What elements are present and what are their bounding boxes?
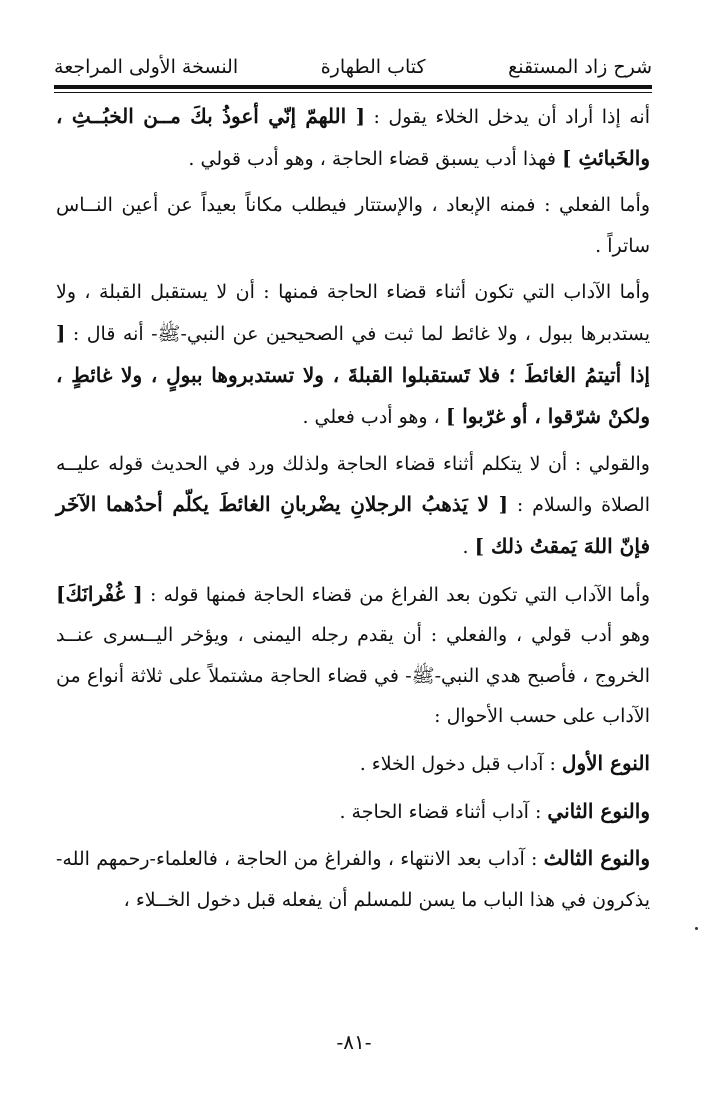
- type-heading: والنوع الثاني: [547, 798, 650, 823]
- paragraph-text: ، وهو أدب فعلي .: [302, 406, 440, 429]
- header-chapter-title: كتاب الطهارة: [320, 56, 426, 78]
- paragraph-3: [56, 272, 650, 437]
- type-heading: النوع الأول: [561, 750, 650, 775]
- header-rule-thin: [54, 92, 652, 93]
- page-body: [56, 96, 650, 920]
- header-rule-thick: [54, 85, 652, 89]
- paragraph-text: .: [462, 535, 469, 558]
- paragraph-4: [56, 444, 650, 568]
- hadith-quote: [ غُفْرانَكَ]: [56, 581, 143, 606]
- hadith-quote: [ إذا أتيتمُ الغائطَ ؛ فلا تَستقبلوا القبلةَ ، ولا تستدبروها ببولٍ ، ولا غائطٍ ، ولكنْ شرّقوا ، أو غرّبوا ]: [56, 320, 650, 429]
- header-book-title: شرح زاد المستقنع: [508, 56, 652, 78]
- hadith-quote: [ لا يَذهبُ الرجلانِ يضْربانِ الغائطَ يكلّم أحدُهما الآخَر فإنّ اللهَ يَمقتُ ذلك ]: [56, 492, 650, 558]
- paragraph-text: وأما الآداب التي تكون أثناء قضاء الحاجة فمنها : أن لا يستقبل القبلة ، ولا يستدبرها ببول ، ولا غائط لما ثبت في الصحيحين عن النبي-ﷺ- أنه قال :: [56, 281, 650, 345]
- paragraph-text: : آداب بعد الانتهاء ، والفراغ من الحاجة ، فالعلماء-رحمهم الله- يذكرون في هذا الباب ما يسن للمسلم أن يفعله قبل دخول الخــلاء ،: [56, 848, 650, 911]
- paragraph-8: [56, 838, 650, 920]
- header-edition-note: النسخة الأولى المراجعة: [54, 56, 239, 78]
- paragraph-text: فهذا أدب يسبق قضاء الحاجة ، وهو أدب قولي .: [188, 147, 556, 170]
- paragraph-7: [56, 791, 650, 833]
- page-header: [54, 44, 652, 78]
- paragraph-5: [56, 574, 650, 737]
- paragraph-text: وهو أدب قولي ، والفعلي : أن يقدم رجله اليمنى ، ويؤخر اليــسرى عنــد الخروج ، فأصبح هدي النبي-ﷺ- في قضاء الحاجة مشتملاً على ثلاثة أنواع من الآداب على حسب الأحوال :: [56, 624, 650, 728]
- paragraph-2: وأما الفعلي : فمنه الإبعاد ، والإستتار فيطلب مكاناً بعيداً عن أعين النــاس ساتراً .: [56, 194, 650, 257]
- page-number: -٨١-: [336, 1030, 372, 1054]
- paragraph-text: : آداب قبل دخول الخلاء .: [359, 752, 556, 775]
- margin-dot: [695, 927, 698, 930]
- paragraph-1: [56, 96, 650, 179]
- paragraph-6: [56, 743, 650, 785]
- paragraph-text: وأما الآداب التي تكون بعد الفراغ من قضاء الحاجة فمنها قوله :: [149, 583, 650, 606]
- paragraph-text: والقولي : أن لا يتكلم أثناء قضاء الحاجة ولذلك ورد في الحديث قوله عليــه الصلاة والسلام :: [56, 452, 650, 517]
- paragraph-text: أنه إذا أراد أن يدخل الخلاء يقول :: [373, 106, 650, 128]
- type-heading: والنوع الثالث: [543, 846, 650, 871]
- paragraph-text: : آداب أثناء قضاء الحاجة .: [339, 800, 542, 823]
- hadith-quote: [ اللهمّ إنّي أعوذُ بكَ مــن الخبُــثِ ، والخَبائثِ ]: [56, 104, 650, 170]
